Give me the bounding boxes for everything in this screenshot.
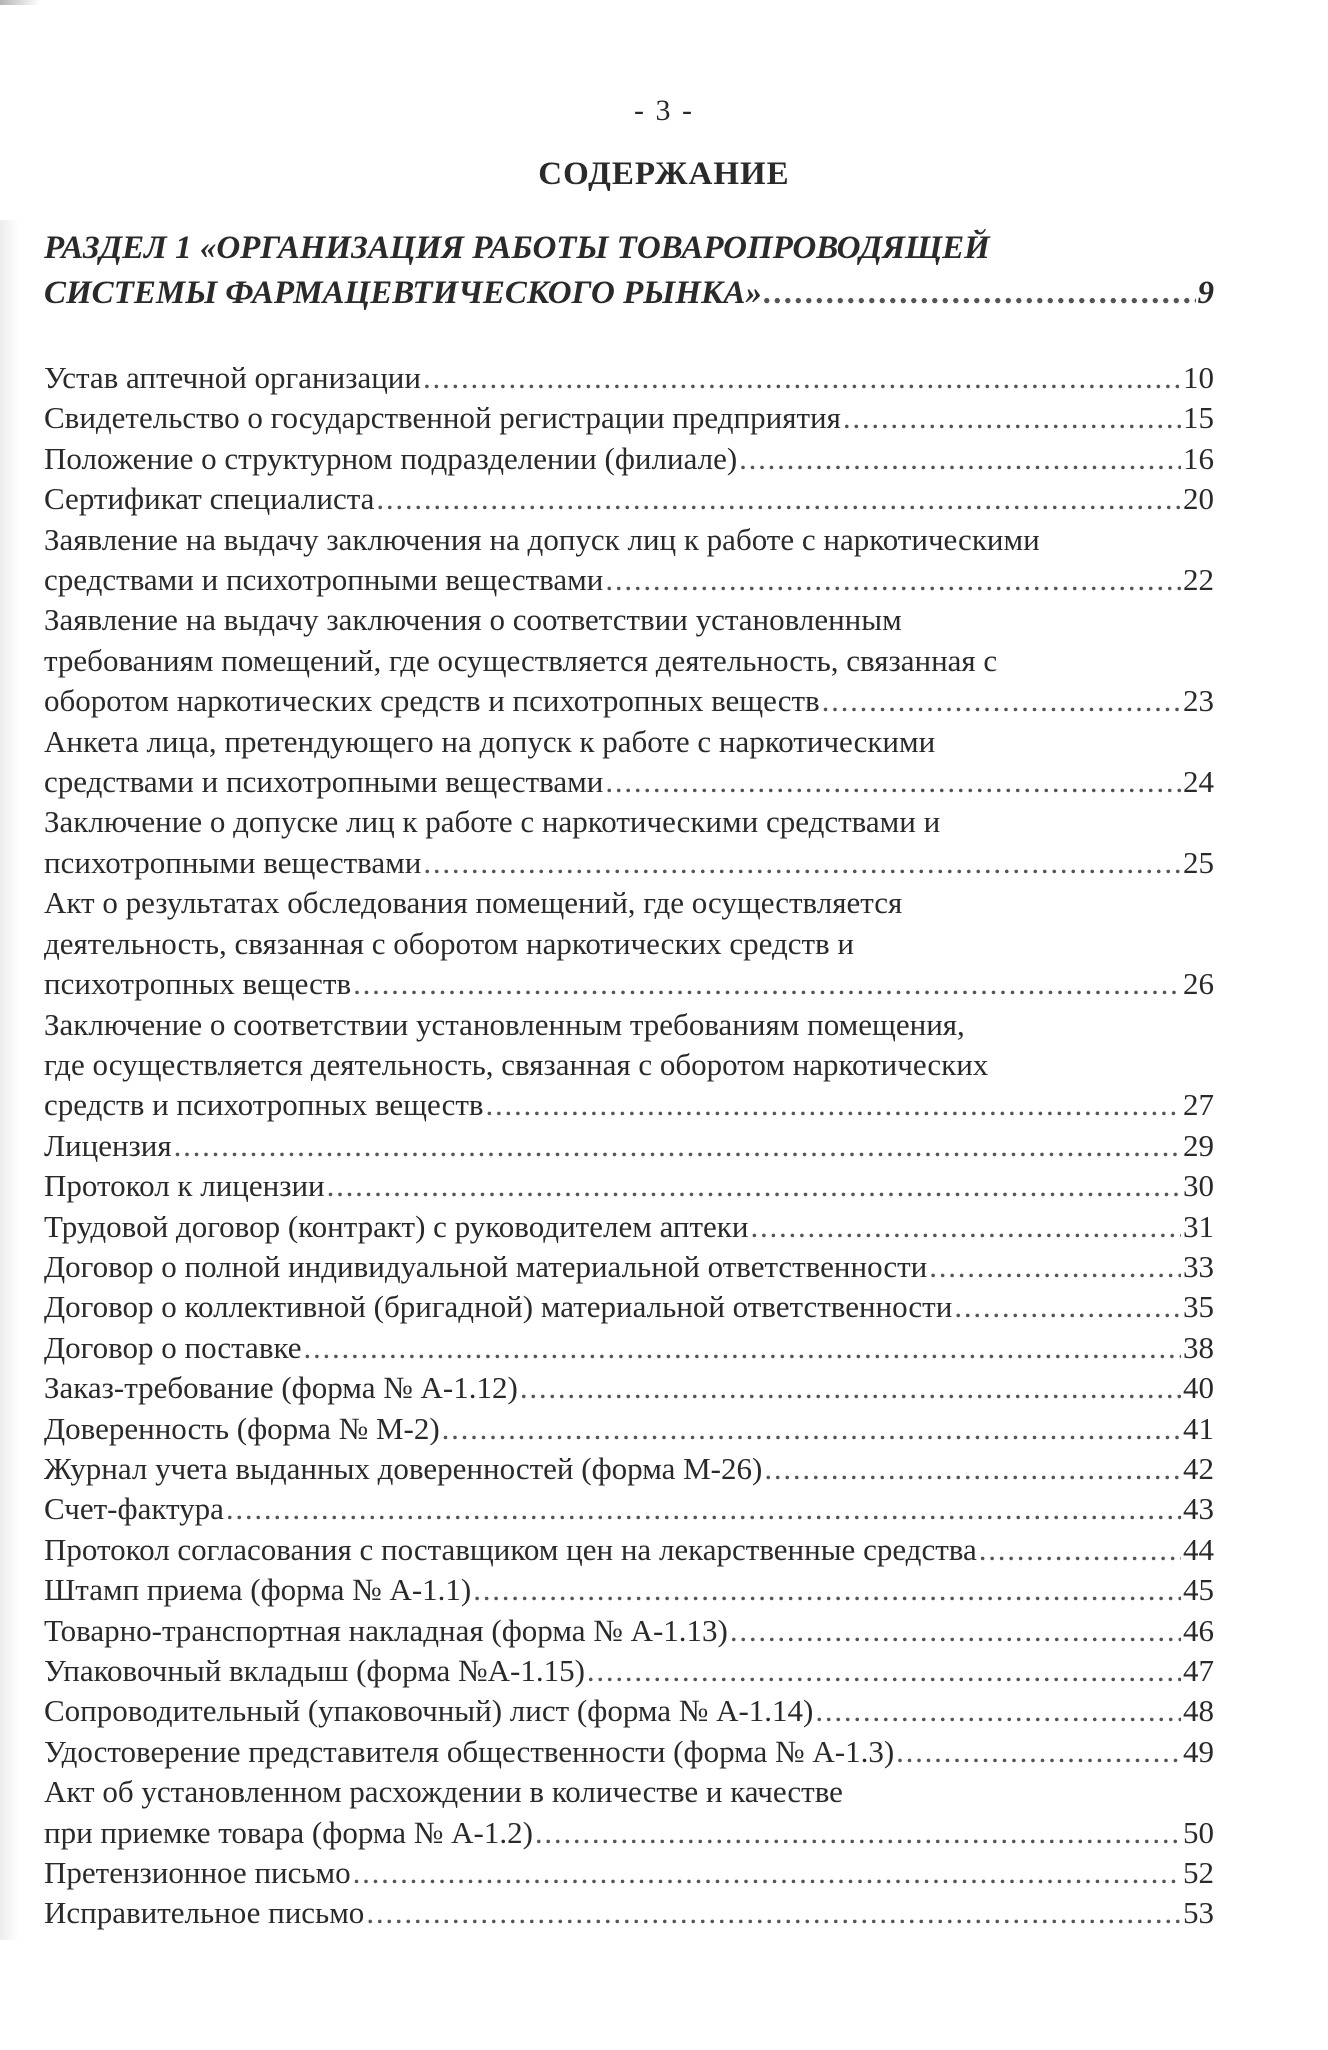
- toc-entry-page-number: 47: [1183, 1653, 1214, 1688]
- toc-entry-page-number: 35: [1183, 1289, 1214, 1325]
- toc-entry-page-number: 52: [1183, 1855, 1214, 1891]
- toc-entry-row: [44, 1570, 1214, 1610]
- toc-entry: [44, 1005, 1214, 1126]
- dot-leader: [304, 1328, 1181, 1368]
- toc-entry-label: Заказ-требование (форма № А-1.12): [44, 1370, 518, 1406]
- toc-entry-line: где осуществляется деятельность, связанная с оборотом наркотических: [44, 1046, 989, 1082]
- toc-entry-page-number: 16: [1183, 440, 1214, 476]
- toc-entry-label: средств и психотропных веществ: [44, 1087, 484, 1123]
- dot-leader: [764, 1449, 1181, 1489]
- dot-leader: [605, 762, 1181, 802]
- toc-entry-label: Товарно-транспортная накладная (форма № А-1.13): [44, 1612, 728, 1648]
- toc-entry-line: Акт о результатах обследования помещений, где осуществляется: [44, 885, 903, 921]
- section-heading-line-1: РАЗДЕЛ 1 «ОРГАНИЗАЦИЯ РАБОТЫ ТОВАРОПРОВОДЯЩЕЙ: [44, 230, 990, 266]
- dot-leader: [174, 1126, 1181, 1166]
- toc-entry: [44, 479, 1214, 519]
- toc-entry-page-number: 30: [1183, 1168, 1214, 1204]
- page-number: - 3 -: [634, 94, 694, 127]
- toc-entry-row: [44, 398, 1214, 438]
- toc-entry-row: [44, 1166, 1214, 1206]
- dot-leader: [327, 1166, 1181, 1206]
- toc-entry-page-number: 40: [1183, 1370, 1214, 1406]
- toc-entry-label: Договор о коллективной (бригадной) материальной ответственности: [44, 1289, 953, 1325]
- toc-entry-row: [44, 1328, 1214, 1368]
- toc-entry-label: Договор о поставке: [44, 1329, 302, 1365]
- toc-entry-page-number: 43: [1183, 1491, 1214, 1527]
- dot-leader: [739, 439, 1181, 479]
- dot-leader: [226, 1489, 1181, 1529]
- toc-entry-page-number: 10: [1183, 360, 1214, 395]
- scan-binding-shadow: [0, 220, 18, 1940]
- toc-entry-label: средствами и психотропными веществами: [44, 562, 604, 598]
- toc-entry-page-number: 46: [1183, 1612, 1214, 1648]
- dot-leader: [423, 358, 1181, 398]
- section-heading-line-2: СИСТЕМЫ ФАРМАЦЕВТИЧЕСКОГО РЫНКА»: [44, 275, 762, 311]
- toc-entry: [44, 1166, 1214, 1206]
- toc-entry-row: [44, 1368, 1214, 1408]
- toc-entry-label: Протокол к лицензии: [44, 1168, 325, 1204]
- toc-entry-label: Сопроводительный (упаковочный) лист (форма № А-1.14): [44, 1693, 814, 1729]
- toc-entry: [44, 1732, 1214, 1772]
- toc-entry: [44, 1651, 1214, 1691]
- toc-entry: [44, 1247, 1214, 1287]
- toc-entry: [44, 1893, 1214, 1933]
- toc-entry-page-number: 25: [1183, 844, 1214, 880]
- toc-entry-row: [44, 1489, 1214, 1529]
- toc-entry: [44, 520, 1214, 601]
- toc-entry: [44, 1772, 1214, 1853]
- toc-entry-page-number: 53: [1183, 1895, 1214, 1931]
- toc-entry-line: Заключение о соответствии установленным требованиям помещения,: [44, 1006, 965, 1042]
- toc-entry-label: Положение о структурном подразделении (филиале): [44, 440, 738, 476]
- toc-entry-page-number: 44: [1183, 1531, 1214, 1567]
- toc-entry-line: деятельность, связанная с оборотом наркотических средств и: [44, 925, 855, 961]
- toc-entry-row: [44, 964, 1214, 1004]
- toc-entry-row: [44, 1651, 1214, 1691]
- toc-entry-page-number: 50: [1183, 1814, 1214, 1850]
- toc-entry-page-number: 15: [1183, 400, 1214, 436]
- toc-entry-page-number: 49: [1183, 1733, 1214, 1769]
- toc-entry-row: [44, 1126, 1214, 1166]
- toc-entry-page-number: 42: [1183, 1450, 1214, 1486]
- toc-entry-row: [44, 1085, 1214, 1125]
- toc-entry: [44, 802, 1214, 883]
- toc-entry-line: Анкета лица, претендующего на допуск к работе с наркотическими: [44, 723, 936, 759]
- toc-entry: [44, 439, 1214, 479]
- toc-entry-row: [44, 843, 1214, 883]
- toc-entry-label: Доверенность (форма № М-2): [44, 1410, 440, 1446]
- dot-leader: [520, 1368, 1181, 1408]
- toc-entry-page-number: 48: [1183, 1693, 1214, 1729]
- toc-entry-row: [44, 1287, 1214, 1327]
- dot-leader: [979, 1530, 1181, 1570]
- toc-entry-label: Журнал учета выданных доверенностей (форма М-26): [44, 1450, 763, 1486]
- toc-entry: [44, 1368, 1214, 1408]
- dot-leader: [376, 479, 1181, 519]
- toc-entry: [44, 1126, 1214, 1166]
- toc-entry-label: Протокол согласования с поставщиком цен на лекарственные средства: [44, 1531, 977, 1567]
- toc-entry-row: [44, 1530, 1214, 1570]
- toc-entry-label: Претензионное письмо: [44, 1855, 351, 1891]
- section-heading-entry: [44, 271, 1214, 316]
- dot-leader: [423, 843, 1181, 883]
- dot-leader: [587, 1651, 1181, 1691]
- dot-leader: [750, 1207, 1181, 1247]
- toc-entry-label: Штамп приема (форма № А-1.1): [44, 1572, 472, 1608]
- toc-entry-label: психотропных веществ: [44, 966, 352, 1002]
- dot-leader: [353, 964, 1181, 1004]
- toc-entry: [44, 722, 1214, 803]
- toc-entry: [44, 600, 1214, 721]
- toc-entry-row: [44, 1449, 1214, 1489]
- toc-entry-row: [44, 358, 1214, 398]
- toc-entry-line: Заключение о допуске лиц к работе с наркотическими средствами и: [44, 804, 941, 840]
- toc-entry-label: Лицензия: [44, 1127, 172, 1163]
- toc-entry: [44, 1449, 1214, 1489]
- toc-entry-line: Заявление на выдачу заключения на допуск лиц к работе с наркотическими: [44, 521, 1040, 557]
- toc-entry-page-number: 22: [1183, 562, 1214, 598]
- toc-entry-label: Счет-фактура: [44, 1491, 224, 1527]
- toc-entry-label: средствами и психотропными веществами: [44, 764, 604, 800]
- section-page-number: 9: [1197, 275, 1214, 311]
- dot-leader: [764, 271, 1196, 316]
- toc-entry-page-number: 31: [1183, 1208, 1214, 1244]
- toc-entry: [44, 1611, 1214, 1651]
- dot-leader: [896, 1732, 1181, 1772]
- toc-entry: [44, 398, 1214, 438]
- toc-entry-row: [44, 1813, 1214, 1853]
- dot-leader: [929, 1247, 1181, 1287]
- dot-leader: [815, 1691, 1181, 1731]
- toc-entry-page-number: 29: [1183, 1127, 1214, 1163]
- toc-entry-row: [44, 1893, 1214, 1933]
- toc-list: [44, 358, 1214, 1934]
- toc-entry-label: Устав аптечной организации: [44, 360, 421, 395]
- toc-entry: [44, 1328, 1214, 1368]
- toc-entry-page-number: 33: [1183, 1248, 1214, 1284]
- toc-entry: [44, 1287, 1214, 1327]
- toc-entry-row: [44, 560, 1214, 600]
- toc-entry: [44, 1691, 1214, 1731]
- toc-entry-line: требованиям помещений, где осуществляется деятельность, связанная с: [44, 642, 998, 678]
- dot-leader: [730, 1611, 1181, 1651]
- dot-leader: [605, 560, 1181, 600]
- toc-entry-page-number: 26: [1183, 966, 1214, 1002]
- toc-entry-row: [44, 1409, 1214, 1449]
- toc-entry-row: [44, 1732, 1214, 1772]
- toc-entry-row: [44, 1611, 1214, 1651]
- toc-entry-label: Свидетельство о государственной регистрации предприятия: [44, 400, 841, 436]
- toc-entry-row: [44, 762, 1214, 802]
- toc-entry-page-number: 24: [1183, 764, 1214, 800]
- toc-entry-row: [44, 1853, 1214, 1893]
- toc-entry-label: Удостоверение представителя общественности (форма № А-1.3): [44, 1733, 895, 1769]
- dot-leader: [954, 1287, 1181, 1327]
- toc-entry-label: при приемке товара (форма № А-1.2): [44, 1814, 533, 1850]
- toc-entry-row: [44, 439, 1214, 479]
- toc-entry-row: [44, 1691, 1214, 1731]
- toc-entry-line: Акт об установленном расхождении в количестве и качестве: [44, 1774, 843, 1810]
- dot-leader: [535, 1813, 1181, 1853]
- dot-leader: [822, 681, 1181, 721]
- toc-entry-label: Трудовой договор (контракт) с руководителем аптеки: [44, 1208, 749, 1244]
- toc-entry: [44, 1570, 1214, 1610]
- dot-leader: [366, 1893, 1181, 1933]
- dot-leader: [843, 398, 1181, 438]
- page-title: СОДЕРЖАНИЕ: [538, 156, 790, 192]
- toc-entry: [44, 1530, 1214, 1570]
- scan-corner-mark: [0, 0, 40, 5]
- toc-entry-label: Упаковочный вкладыш (форма №А-1.15): [44, 1653, 585, 1688]
- toc-entry: [44, 1409, 1214, 1449]
- toc-entry: [44, 1207, 1214, 1247]
- toc-entry-line: Заявление на выдачу заключения о соответствии установленным: [44, 602, 902, 638]
- toc-entry: [44, 1489, 1214, 1529]
- toc-entry-label: оборотом наркотических средств и психотропных веществ: [44, 683, 820, 719]
- toc-entry-label: психотропными веществами: [44, 844, 422, 880]
- dot-leader: [353, 1853, 1181, 1893]
- section-heading: [44, 226, 1214, 316]
- toc-entry-row: [44, 1207, 1214, 1247]
- toc-entry-page-number: 23: [1183, 683, 1214, 719]
- toc-entry-row: [44, 681, 1214, 721]
- toc-entry: [44, 883, 1214, 1004]
- dot-leader: [442, 1409, 1181, 1449]
- dot-leader: [473, 1570, 1181, 1610]
- toc-entry-page-number: 41: [1183, 1410, 1214, 1446]
- toc-entry-page-number: 20: [1183, 481, 1214, 517]
- toc-entry-label: Исправительное письмо: [44, 1895, 365, 1931]
- toc-entry-row: [44, 479, 1214, 519]
- toc-entry-row: [44, 1247, 1214, 1287]
- dot-leader: [486, 1085, 1181, 1125]
- toc-entry: [44, 1853, 1214, 1893]
- toc-entry-page-number: 27: [1183, 1087, 1214, 1123]
- toc-entry-page-number: 45: [1183, 1572, 1214, 1608]
- toc-entry: [44, 358, 1214, 398]
- toc-entry-label: Договор о полной индивидуальной материальной ответственности: [44, 1248, 928, 1284]
- toc-entry-page-number: 38: [1183, 1329, 1214, 1365]
- toc-entry-label: Сертификат специалиста: [44, 481, 375, 517]
